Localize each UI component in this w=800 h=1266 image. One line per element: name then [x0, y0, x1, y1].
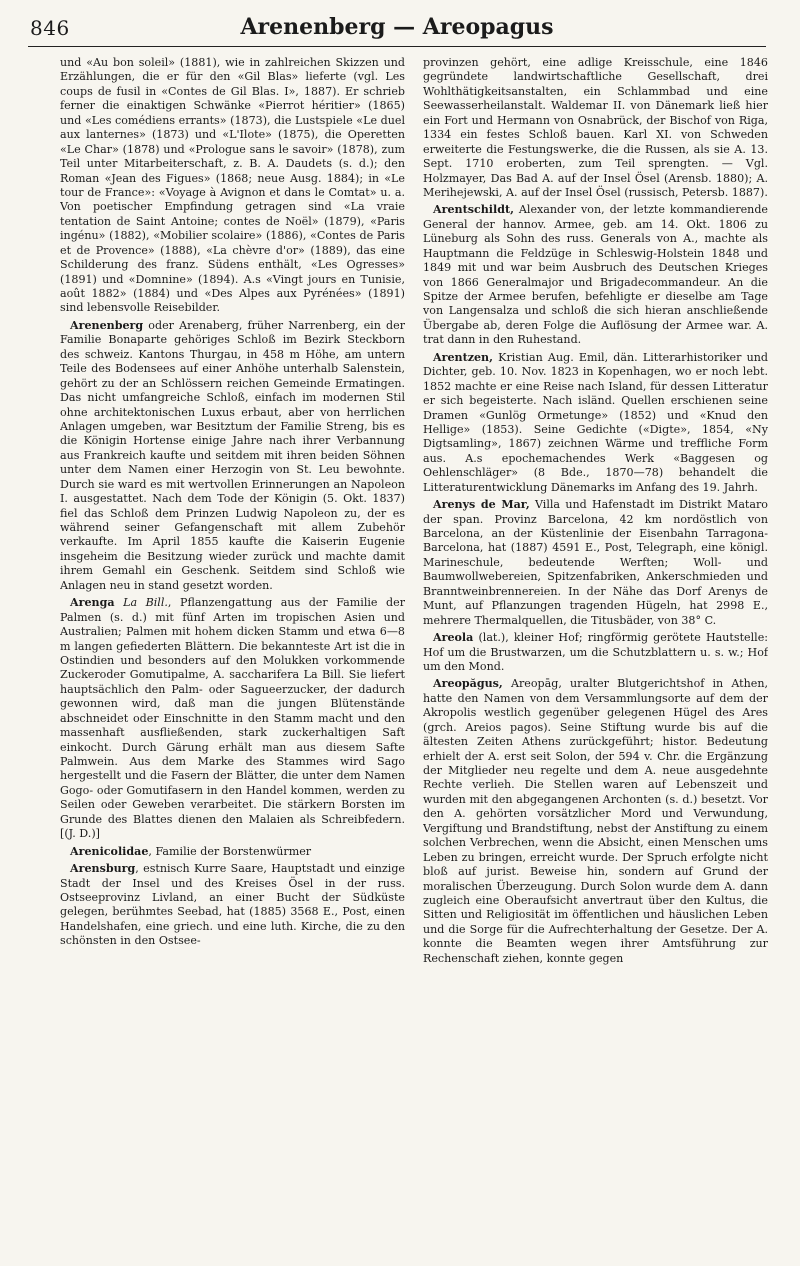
entry-headword: Arenga — [70, 596, 115, 610]
entry-text: Alexander von, der letzte kommandierende General der hannov. Armee, geb. am 14. Okt. 1806 zu Lüneburg als Sohn des russ. Generals von A., machte als Hauptmann die Feldzüge in Schleswig-Holstein 1848 und 1849 mit und war beim Ausbruch des Deutschen Krieges von 1866 Generalmajor und Brigadecommandeur. An die Spitze der Armee berufen, befehligte er dieselbe am Tage von Langensalza und schloß die sich hieran anschließende Übergabe ab, deren Folge die Auflösung der Armee war. A. trat dann in den Ruhestand. — [423, 203, 768, 347]
entry-text: provinzen gehört, eine adlige Kreisschule, eine 1846 gegründete landwirtschaftliche Gesellschaft, drei Wohlthätigkeitsanstalten, ein Schlammbad und eine Seewasserheilanstalt. Waldemar II. von Dänemark ließ hier ein Fort und Hermann von Osnabrück, der Bischof von Riga, 1334 ein festes Schloß bauen. Karl XI. von Schweden erweiterte die Festungswerke, die die Russen, als sie A. 13. Sept. 1710 eroberten, zum Teil sprengten. — Vgl. Holzmayer, Das Bad A. auf der Insel Ösel (Arensb. 1880); A. Merihejewski, A. auf der Insel Ösel (russisch, Petersb. 1887). — [423, 56, 768, 199]
entry-text: oder Arenaberg, früher Narrenberg, ein der Familie Bonaparte gehöriges Schloß im Bezirk Steckborn des schweiz. Kantons Thurgau, in 458 m Höhe, am untern Teile des Bodensees auf einer Anhöhe unterhalb Salenstein, gehört zu der an Schlössern reichen Gemeinde Ermatingen. Das nicht umfangreiche Schloß, einfach im modernen Stil ohne architektonischen Luxus erbaut, aber von herrlichen Anlagen umgeben, war Besitztum der Familie Streng, bis es die Königin Hortense einige Jahre nach ihrer Verbannung aus Frankreich kaufte und seitdem mit ihren beiden Söhnen unter dem Namen einer Herzogin von St. Leu bewohnte. Durch sie ward es mit wertvollen Erinnerungen an Napoleon I. ausgestattet. Nach dem Tode der Königin (5. Okt. 1837) fiel das Schloß dem Prinzen Ludwig Napoleon zu, der es während seiner Gefangenschaft mit allem Zubehör verkaufte. Im April 1855 kaufte die Kaiserin Eugenie insgeheim die Besitzung wieder zurück und machte damit ihrem Gemahl ein Geschenk. Seitdem sind Schloß wie Anlagen neu in stand gesetzt worden. — [60, 318, 405, 592]
entry-arenys-de-mar — [423, 498, 768, 628]
right-column — [423, 56, 768, 1252]
left-column — [60, 56, 405, 1252]
entry-headword: Arentzen, — [433, 350, 493, 364]
entry-arenga — [60, 596, 405, 841]
entry-headword: Areola — [433, 631, 474, 645]
entry-continuation — [60, 56, 405, 316]
entry-text: (lat.), kleiner Hof; ringförmig gerötete Hautstelle: Hof um die Brustwarzen, um die Schutzblattern u. s. w.; Hof um den Mond. — [423, 631, 768, 673]
page-number: 846 — [30, 16, 70, 40]
entry-headword: Areopăgus, — [433, 677, 503, 691]
entry-continuation — [423, 56, 768, 200]
entry-areopagus — [423, 677, 768, 966]
entry-headword: Arensburg — [70, 862, 136, 876]
entry-headword: Arenicolidae — [70, 844, 149, 858]
entry-arenenberg — [60, 319, 405, 593]
entry-text: Villa und Hafenstadt im Distrikt Mataro der span. Provinz Barcelona, 42 km nordöstlich von Barcelona, an der Küstenlinie der Eisenbahn Tarragona-Barcelona, hat (1887) 4591 E., Post, Telegraph, eine königl. Marineschule, bedeutende Werften; Woll- und Baumwollwebereien, Spitzenfabriken, Ankerschmieden und Branntweinbrennereien. In der Nähe das Dorf Arenys de Munt, auf Pflanzungen tragenden Hügeln, hat 2998 E., mehrere Thermalquellen, die Titusbäder, von 38° C. — [423, 498, 768, 627]
entry-text: , estnisch Kurre Saare, Hauptstadt und einzige Stadt der Insel und des Kreises Ösel in der russ. Ostseeprovinz Livland, an einer Bucht der Südküste gelegen, berühmtes Seebad, hat (1885) 3568 E., Post, einen Handelshafen, eine griech. und eine luth. Kirche, die zu den schönsten in den Ostsee- — [60, 862, 405, 948]
page-header — [28, 12, 766, 47]
text-columns — [60, 56, 768, 1252]
entry-latin-author: La Bill. — [123, 596, 168, 610]
entry-headword: Arentschildt, — [433, 203, 514, 217]
entry-headword: Arenenberg — [70, 318, 144, 332]
entry-areola — [423, 631, 768, 674]
entry-arentschildt — [423, 203, 768, 347]
entry-arenicolidae — [60, 845, 405, 859]
entry-text: Areopāg, uralter Blutgerichtshof in Athen, hatte den Namen von dem Versammlungsorte auf dem der Akropolis westlich gegenüber gelegenen Hügel des Ares (grch. Areios pagos). Seine Stiftung wurde bis auf die ältesten Zeiten Athens zurückgeführt; histor. Bedeutung erhielt der A. erst seit Solon, der 594 v. Chr. die Ergänzung der Mitglieder neu regelte und dem A. neue ausgedehnte Rechte verlieh. Die Stellen waren auf Lebenszeit und wurden mit den abgegangenen Archonten (s. d.) besetzt. Vor den A. gehörten vorsätzlicher Mord und Verwundung, Vergiftung und Brandstiftung, nebst der Anstiftung zu einem solchen Verbrechen, wenn die Absicht, einen Menschen ums Leben zu bringen, erreicht wurde. Der Spruch erfolgte nicht bloß auf jurist. Beweise hin, sondern auf Grund der moralischen Überzeugung. Durch Solon wurde dem A. dann zugleich eine Oberaufsicht anvertraut über den Kultus, die Sitten und Religiosität im öffentlichen und häuslichen Leben und die Sorge für die Aufrechterhaltung der Gesetze. Der A. konnte die Beamten wegen ihrer Amtsführung zur Rechenschaft ziehen, konnte gegen — [423, 677, 768, 965]
entry-headword: Arenys de Mar, — [433, 498, 530, 512]
running-title: Arenenberg — Areopagus — [240, 14, 554, 40]
entry-arensburg — [60, 862, 405, 949]
entry-text: Kristian Aug. Emil, dän. Litterarhistoriker und Dichter, geb. 10. Nov. 1823 in Kopenhagen, wo er noch lebt. 1852 machte er eine Reise nach Island, für dessen Litteratur er sich begeisterte. Nach isländ. Quellen erschienen seine Dramen «Gunlög Ormetunge» (1852) und «Knud den Hellige» (1853). Seine Gedichte («Digte», 1854, «Ny Digtsamling», 1867) zeichnen Wärme und treffliche Form aus. A.s epochemachendes Werk «Baggesen og Oehlenschläger» (8 Bde., 1870—78) behandelt die Litteraturentwicklung Dänemarks im Anfang des 19. Jahrh. — [423, 350, 768, 494]
entry-text: und «Au bon soleil» (1881), wie in zahlreichen Skizzen und Erzählungen, die er für den «Gil Blas» lieferte (vgl. Les coups de fusil in «Contes de Gil Blas. I», 1887). Er schrieb ferner die einaktigen Schwänke «Pierrot héritier» (1865) und «Les comédiens errants» (1873), die Lustspiele «Le duel aux lanternes» (1873) und «L'Ilote» (1875), die Operetten «Le Char» (1878) und «Prologue sans le savoir» (1878), zum Teil unter Mitarbeiterschaft, z. B. A. Daudets (s. d.); den Roman «Jean des Figues» (1868; neue Ausg. 1884); in «Le tour de France»: «Voyage à Avignon et dans le Comtat» u. a. Von poetischer Empfindung getragen sind «La vraie tentation de Saint Antoine; contes de Noël» (1879), «Paris ingénu» (1882), «Mobilier scolaire» (1886), «Contes de Paris et de Provence» (1888), «La chèvre d'or» (1889), das eine Schilderung des franz. Südens enthält, «Les Ogresses» (1891) und «Domnine» (1894). A.s «Vingt jours en Tunisie, août 1882» (1884) und «Des Alpes aux Pyrénées» (1891) sind lebensvolle Reisebilder. — [60, 56, 405, 315]
entry-arentzen — [423, 351, 768, 495]
entry-text: , Familie der Borstenwürmer — [148, 844, 312, 858]
entry-text: , Pflanzengattung aus der Familie der Palmen (s. d.) mit fünf Arten im tropischen Asien und Australien; Palmen mit hohem dicken Stamm und etwa 6—8 m langen gefiederten Blättern. Die bekannteste Art ist die in Ostindien und besonders auf den Molukken vorkommende Zuckeroder Gomutipalme, A. saccharifera La Bill. Sie liefert hauptsächlich den Palm- oder Sagueerzucker, der dadurch gewonnen wird, daß man die jungen Blütenstände abschneidet oder Einschnitte in den Stamm macht und den massenhaft ausfließenden, stark zuckerhaltigen Saft einkocht. Durch Gärung erhält man aus diesem Safte Palmwein. Aus dem Marke des Stammes wird Sago hergestellt und die Fasern der Blätter, die unter dem Namen Gogo- oder Gomutifasern in den Handel kommen, werden zu Seilen oder Geweben verarbeitet. Die stärkern Borsten im Grunde des Blattes dienen den Malaien als Schreibfedern. [(J. D.)] — [60, 596, 405, 841]
